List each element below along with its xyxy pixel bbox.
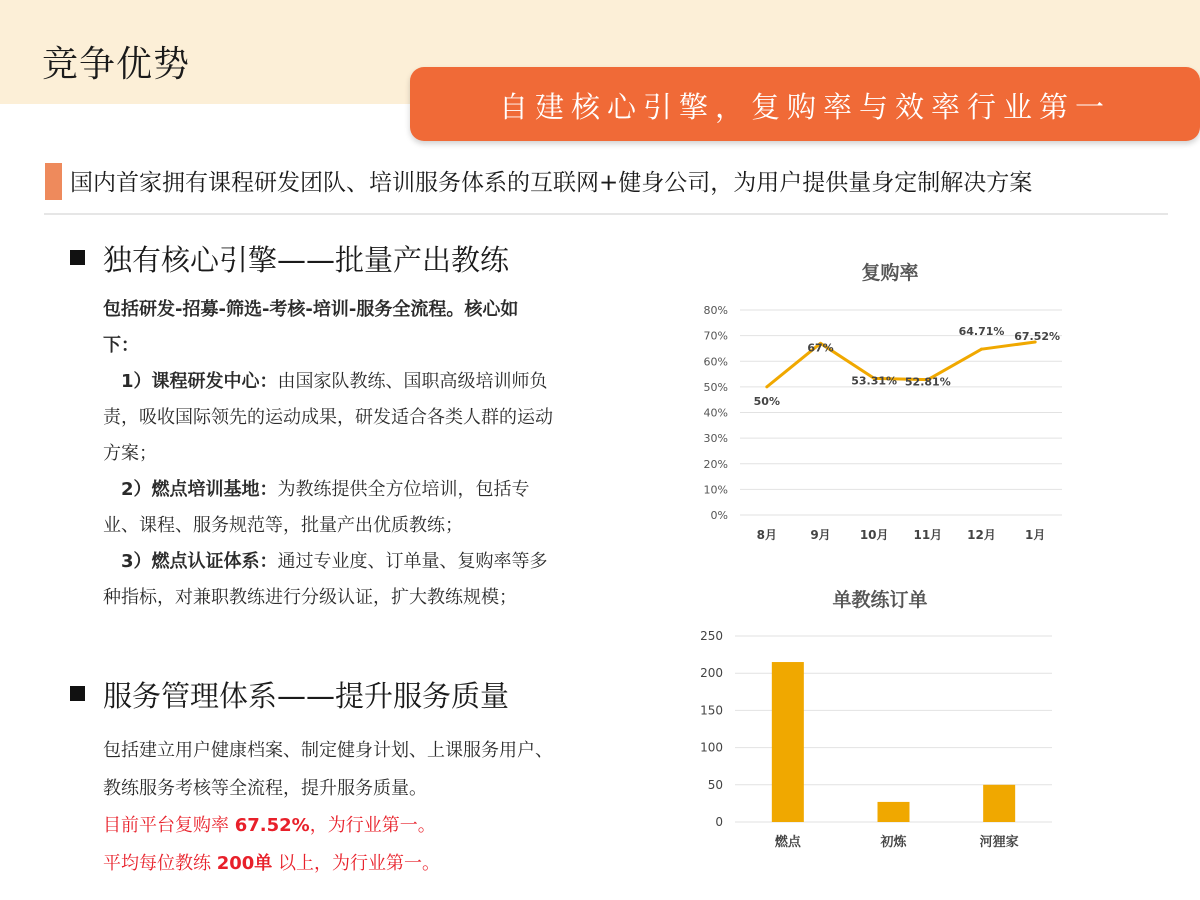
page-title: 竞争优势 bbox=[42, 44, 191, 85]
y-tick-label: 40% bbox=[703, 406, 728, 420]
data-point bbox=[765, 385, 768, 388]
y-tick-label: 0% bbox=[710, 509, 728, 522]
section2-text: 包括建立用户健康档案、制定健身计划、上课服务用户、教练服务考核等全流程，提升服务质量。 bbox=[103, 740, 553, 799]
bar bbox=[772, 662, 804, 822]
x-tick-label: 9月 bbox=[810, 528, 831, 542]
bullet-square-icon bbox=[70, 686, 85, 701]
highlight-text: ，为行业第一。 bbox=[309, 815, 436, 836]
x-tick-label: 10月 bbox=[859, 528, 889, 542]
section2-body bbox=[103, 732, 553, 882]
section1-lead: 包括研发-招募-筛选-考核-培训-服务全流程。核心如下： bbox=[103, 299, 519, 356]
y-tick-label: 80% bbox=[703, 304, 728, 317]
x-tick-label: 1月 bbox=[1024, 528, 1046, 542]
data-point bbox=[980, 348, 983, 351]
data-label: 67.52% bbox=[1014, 329, 1061, 343]
data-label: 53.31% bbox=[851, 374, 898, 388]
headline-banner bbox=[410, 67, 1200, 141]
highlight-value: 67.52% bbox=[234, 815, 310, 836]
item-text: 通过专业度、订单量、复购率等多种指标，对兼职教练进行分级认证，扩大教练规模； bbox=[103, 551, 548, 608]
banner-text: 自建核心引擎，复购率与效率行业第一 bbox=[498, 90, 1111, 124]
y-tick-label: 30% bbox=[703, 432, 728, 446]
section1-heading bbox=[70, 238, 509, 279]
section1-item bbox=[103, 544, 553, 616]
intro-accent-bar bbox=[45, 163, 62, 200]
orders-bar-chart bbox=[690, 620, 1070, 860]
highlight-text: 以上，为行业第一。 bbox=[272, 852, 441, 874]
item-label: 2）燃点培训基地： bbox=[121, 479, 278, 500]
y-tick-label: 200 bbox=[700, 666, 723, 681]
highlight-text: 目前平台复购率 bbox=[103, 815, 235, 836]
data-label: 64.71% bbox=[958, 325, 1005, 339]
section1-item bbox=[103, 364, 553, 472]
data-label: 67% bbox=[807, 341, 834, 355]
data-label: 50% bbox=[753, 394, 781, 408]
y-tick-label: 60% bbox=[703, 355, 728, 369]
bullet-square-icon bbox=[70, 250, 85, 265]
line-chart-title: 复购率 bbox=[861, 262, 919, 284]
y-tick-label: 70% bbox=[703, 329, 728, 343]
bar-chart-title: 单教练订单 bbox=[832, 589, 928, 611]
section2-heading-text: 服务管理体系——提升服务质量 bbox=[103, 679, 510, 713]
y-tick-label: 50 bbox=[707, 777, 723, 792]
x-tick-label: 8月 bbox=[756, 528, 778, 542]
x-tick-label: 河狸家 bbox=[979, 835, 1019, 850]
intro-text: 国内首家拥有课程研发团队、培训服务体系的互联网+健身公司，为用户提供量身定制解决方案 bbox=[70, 170, 1033, 196]
x-tick-label: 初炼 bbox=[880, 835, 907, 850]
y-tick-label: 10% bbox=[703, 483, 728, 497]
x-tick-label: 燃点 bbox=[774, 835, 801, 850]
y-tick-label: 20% bbox=[703, 457, 728, 471]
highlight-text: 平均每位教练 bbox=[103, 852, 217, 874]
y-tick-label: 50% bbox=[703, 380, 728, 394]
y-tick-label: 0 bbox=[715, 815, 723, 829]
x-tick-label: 12月 bbox=[967, 528, 996, 542]
data-label: 52.81% bbox=[904, 375, 951, 389]
repurchase-line-chart bbox=[690, 295, 1090, 550]
item-text: 为教练提供全方位培训，包括专业、课程、服务规范等，批量产出优质教练； bbox=[103, 479, 530, 536]
item-label: 3）燃点认证体系： bbox=[121, 551, 278, 572]
item-label: 1）课程研发中心： bbox=[121, 371, 278, 392]
divider bbox=[44, 213, 1168, 215]
highlight-value: 200单 bbox=[216, 852, 273, 874]
y-tick-label: 150 bbox=[700, 703, 723, 718]
bar bbox=[983, 785, 1015, 822]
item-text: 由国家队教练、国职高级培训师负责，吸收国际领先的运动成果，研发适合各类人群的运动方案； bbox=[103, 371, 553, 464]
y-tick-label: 100 bbox=[700, 740, 723, 755]
bar bbox=[878, 802, 910, 822]
section1-heading-text: 独有核心引擎——批量产出教练 bbox=[103, 243, 510, 277]
section1-item bbox=[103, 472, 553, 544]
orders-highlight bbox=[103, 845, 553, 883]
section1-body bbox=[103, 292, 553, 616]
x-tick-label: 11月 bbox=[913, 528, 943, 542]
repurchase-highlight bbox=[103, 807, 553, 845]
section2-heading bbox=[70, 674, 509, 715]
y-tick-label: 250 bbox=[700, 629, 723, 643]
